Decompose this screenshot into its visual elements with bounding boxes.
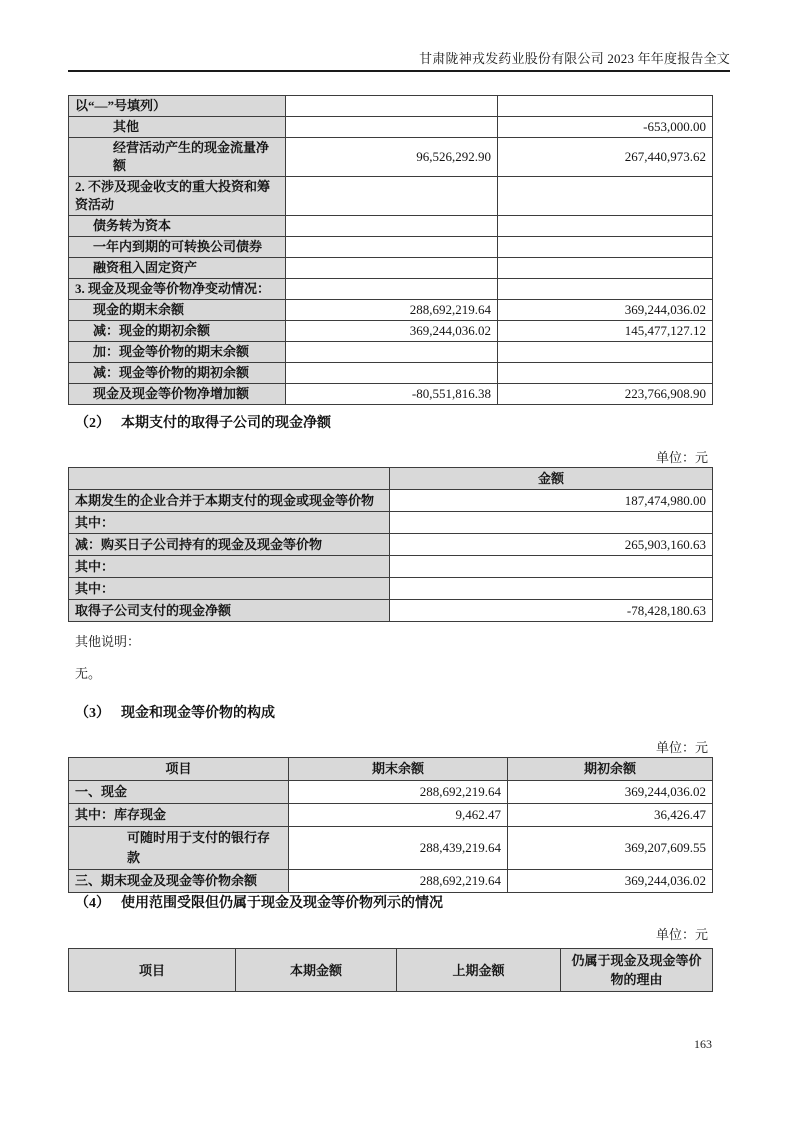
restricted-cash-table bbox=[68, 948, 713, 992]
row-label-cell: 3. 现金及现金等价物净变动情况： bbox=[69, 279, 286, 300]
row-label-cell: 三、期末现金及现金等价物余额 bbox=[69, 870, 289, 893]
previous-amount-cell: 369,244,036.02 bbox=[498, 300, 713, 321]
table-row bbox=[69, 384, 713, 405]
unit-label-section3: 单位：元 bbox=[655, 740, 708, 755]
section-2-heading bbox=[75, 412, 331, 432]
row-label-cell: 债务转为资本 bbox=[69, 216, 286, 237]
section-4-number: （4） bbox=[75, 896, 110, 911]
current-amount-cell bbox=[286, 177, 498, 216]
table-row bbox=[69, 363, 713, 384]
amount-header-cell: 金额 bbox=[390, 468, 713, 490]
previous-amount-cell bbox=[498, 279, 713, 300]
section-3-title: 现金和现金等价物的构成 bbox=[121, 706, 275, 721]
reason-header-cell: 仍属于现金及现金等价物的理由 bbox=[561, 949, 713, 992]
cash-composition-table bbox=[68, 757, 713, 893]
header-rule bbox=[68, 70, 730, 72]
row-label-cell: 可随时用于支付的银行存款 bbox=[69, 827, 289, 870]
prior-period-header-cell: 上期金额 bbox=[397, 949, 561, 992]
amount-cell: 187,474,980.00 bbox=[390, 490, 713, 512]
amount-cell: -78,428,180.63 bbox=[390, 600, 713, 622]
row-label-cell: 其中：库存现金 bbox=[69, 804, 289, 827]
unit-label-section2: 单位：元 bbox=[655, 450, 708, 465]
table-row bbox=[69, 578, 713, 600]
row-label-cell: 一、现金 bbox=[69, 781, 289, 804]
section-3-number: （3） bbox=[75, 706, 110, 721]
previous-amount-cell bbox=[498, 237, 713, 258]
current-amount-cell: -80,551,816.38 bbox=[286, 384, 498, 405]
previous-amount-cell bbox=[498, 342, 713, 363]
opening-amount-cell: 36,426.47 bbox=[508, 804, 713, 827]
amount-cell bbox=[390, 512, 713, 534]
table-row bbox=[69, 490, 713, 512]
row-label-cell: 其中： bbox=[69, 578, 390, 600]
current-amount-cell bbox=[286, 279, 498, 300]
current-amount-cell bbox=[286, 363, 498, 384]
previous-amount-cell bbox=[498, 177, 713, 216]
closing-amount-cell: 288,692,219.64 bbox=[289, 870, 508, 893]
opening-amount-cell: 369,207,609.55 bbox=[508, 827, 713, 870]
table-row bbox=[69, 870, 713, 893]
section-3-heading bbox=[75, 702, 275, 722]
subsidiary-cash-table bbox=[68, 467, 713, 622]
opening-amount-cell: 369,244,036.02 bbox=[508, 781, 713, 804]
current-amount-cell bbox=[286, 216, 498, 237]
page-number: 163 bbox=[694, 1037, 712, 1051]
row-label-cell: 一年内到期的可转换公司债券 bbox=[69, 237, 286, 258]
table-header-row bbox=[69, 758, 713, 781]
row-label-cell: 2. 不涉及现金收支的重大投资和筹资活动 bbox=[69, 177, 286, 216]
current-amount-cell: 96,526,292.90 bbox=[286, 138, 498, 177]
row-label-cell: 减：现金等价物的期初余额 bbox=[69, 363, 286, 384]
current-amount-cell bbox=[286, 117, 498, 138]
closing-amount-cell: 9,462.47 bbox=[289, 804, 508, 827]
table-row bbox=[69, 117, 713, 138]
table-row bbox=[69, 512, 713, 534]
closing-amount-cell: 288,692,219.64 bbox=[289, 781, 508, 804]
row-label-cell: 其中： bbox=[69, 556, 390, 578]
table-row bbox=[69, 279, 713, 300]
row-label-cell: 减：购买日子公司持有的现金及现金等价物 bbox=[69, 534, 390, 556]
section-2-title: 本期支付的取得子公司的现金净额 bbox=[121, 416, 331, 431]
section-4-title: 使用范围受限但仍属于现金及现金等价物列示的情况 bbox=[121, 896, 443, 911]
previous-amount-cell: 223,766,908.90 bbox=[498, 384, 713, 405]
amount-cell bbox=[390, 578, 713, 600]
table-row bbox=[69, 177, 713, 216]
row-label-cell: 融资租入固定资产 bbox=[69, 258, 286, 279]
current-amount-cell: 369,244,036.02 bbox=[286, 321, 498, 342]
blank-header-cell bbox=[69, 468, 390, 490]
current-amount-cell bbox=[286, 342, 498, 363]
table-row bbox=[69, 300, 713, 321]
previous-amount-cell: -653,000.00 bbox=[498, 117, 713, 138]
current-amount-cell bbox=[286, 237, 498, 258]
other-note-label: 其他说明： bbox=[75, 634, 141, 649]
table-header-row bbox=[69, 468, 713, 490]
table-row bbox=[69, 342, 713, 363]
previous-amount-cell: 145,477,127.12 bbox=[498, 321, 713, 342]
table-row bbox=[69, 827, 713, 870]
row-label-cell: 以“—”号填列） bbox=[69, 96, 286, 117]
table-row bbox=[69, 600, 713, 622]
current-amount-cell bbox=[286, 258, 498, 279]
table-row bbox=[69, 556, 713, 578]
previous-amount-cell: 267,440,973.62 bbox=[498, 138, 713, 177]
previous-amount-cell bbox=[498, 363, 713, 384]
current-period-header-cell: 本期金额 bbox=[236, 949, 397, 992]
previous-amount-cell bbox=[498, 96, 713, 117]
table-row bbox=[69, 237, 713, 258]
unit-label-section4: 单位：元 bbox=[655, 927, 708, 942]
closing-balance-header-cell: 期末余额 bbox=[289, 758, 508, 781]
table-row bbox=[69, 804, 713, 827]
row-label-cell: 本期发生的企业合并于本期支付的现金或现金等价物 bbox=[69, 490, 390, 512]
opening-amount-cell: 369,244,036.02 bbox=[508, 870, 713, 893]
previous-amount-cell bbox=[498, 216, 713, 237]
table-row bbox=[69, 96, 713, 117]
section-2-number: （2） bbox=[75, 416, 110, 431]
closing-amount-cell: 288,439,219.64 bbox=[289, 827, 508, 870]
section-4-heading bbox=[75, 892, 443, 912]
other-note-value: 无。 bbox=[75, 666, 102, 681]
table-row bbox=[69, 138, 713, 177]
item-header-cell: 项目 bbox=[69, 949, 236, 992]
table-row bbox=[69, 781, 713, 804]
table-row bbox=[69, 258, 713, 279]
amount-cell bbox=[390, 556, 713, 578]
cash-flow-supplement-table bbox=[68, 95, 713, 405]
table-row bbox=[69, 534, 713, 556]
row-label-cell: 加：现金等价物的期末余额 bbox=[69, 342, 286, 363]
amount-cell: 265,903,160.63 bbox=[390, 534, 713, 556]
table-header-row bbox=[69, 949, 713, 992]
page-header-title: 甘肃陇神戎发药业股份有限公司 2023 年年度报告全文 bbox=[419, 51, 730, 66]
table-row bbox=[69, 321, 713, 342]
row-label-cell: 其他 bbox=[69, 117, 286, 138]
row-label-cell: 现金的期末余额 bbox=[69, 300, 286, 321]
table-row bbox=[69, 216, 713, 237]
current-amount-cell: 288,692,219.64 bbox=[286, 300, 498, 321]
current-amount-cell bbox=[286, 96, 498, 117]
row-label-cell: 减：现金的期初余额 bbox=[69, 321, 286, 342]
row-label-cell: 现金及现金等价物净增加额 bbox=[69, 384, 286, 405]
row-label-cell: 经营活动产生的现金流量净额 bbox=[69, 138, 286, 177]
row-label-cell: 其中： bbox=[69, 512, 390, 534]
row-label-cell: 取得子公司支付的现金净额 bbox=[69, 600, 390, 622]
previous-amount-cell bbox=[498, 258, 713, 279]
item-header-cell: 项目 bbox=[69, 758, 289, 781]
opening-balance-header-cell: 期初余额 bbox=[508, 758, 713, 781]
